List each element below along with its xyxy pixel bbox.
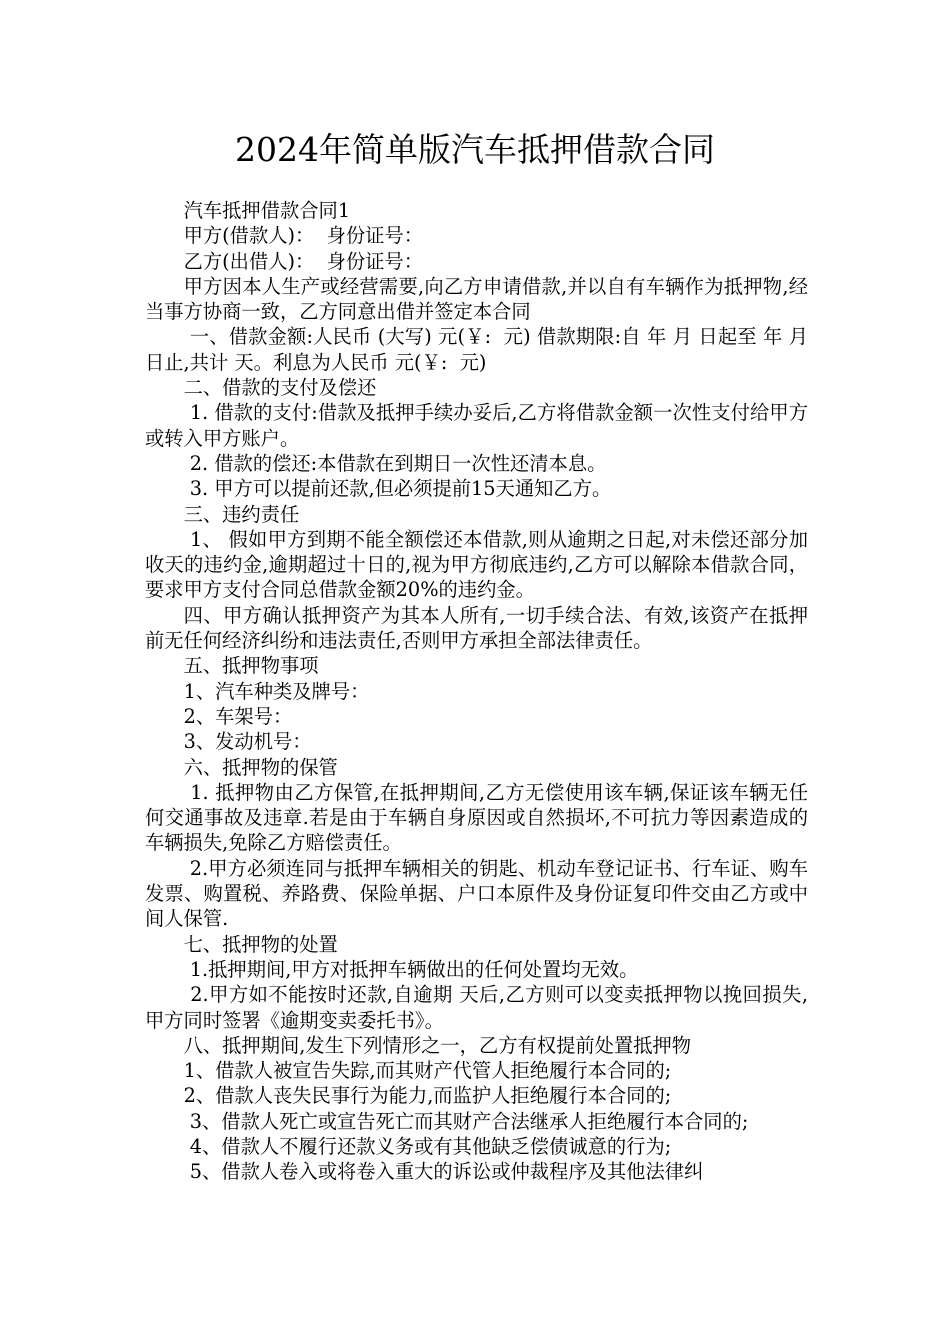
document-body <box>145 198 815 1185</box>
paragraph: 2.甲方如不能按时还款,自逾期 天后,乙方则可以变卖抵押物以挽回损失,甲方同时签署《逾期变卖委托书》。 <box>145 983 808 1032</box>
paragraph: 3、发动机号： <box>183 730 312 754</box>
paragraph: 1. 借款的支付:借款及抵押手续办妥后,乙方将借款金额一次性支付给甲方或转入甲方账户。 <box>145 401 808 450</box>
paragraph: 汽车抵押借款合同1 <box>183 199 351 222</box>
paragraph: 2.甲方必须连同与抵押车辆相关的钥匙、机动车登记证书、行车证、购车发票、购置税、养路费、保险单据、户口本原件及身份证复印件交由乙方或中间人保管. <box>145 856 808 931</box>
paragraph: 二、借款的支付及偿还 <box>183 376 377 400</box>
paragraph: 5、借款人卷入或将卷入重大的诉讼或仲裁程序及其他法律纠 <box>183 1160 704 1184</box>
paragraph: 1、汽车种类及牌号： <box>183 679 370 703</box>
paragraph: 1、 假如甲方到期不能全额偿还本借款,则从逾期之日起,对未偿还部分加收天的违约金,逾期超过十日的,视为甲方彻底违约,乙方可以解除本借款合同，要求甲方支付合同总借款金额20%的违约金。 <box>145 527 808 602</box>
paragraph: 2、借款人丧失民事行为能力,而监护人拒绝履行本合同的; <box>183 1084 672 1108</box>
document-title: 2024年简单版汽车抵押借款合同 <box>235 130 715 169</box>
paragraph: 3、借款人死亡或宣告死亡而其财产合法继承人拒绝履行本合同的; <box>183 1109 749 1133</box>
paragraph: 六、抵押物的保管 <box>183 755 338 779</box>
paragraph: 七、抵押物的处置 <box>183 932 338 956</box>
paragraph: 乙方(出借人)： 身份证号： <box>183 249 423 273</box>
paragraph: 1、借款人被宣告失踪,而其财产代管人拒绝履行本合同的; <box>183 1059 672 1083</box>
paragraph: 四、甲方确认抵押资产为其本人所有,一切手续合法、有效,该资产在抵押前无任何经济纠纷和违法责任,否则甲方承担全部法律责任。 <box>145 603 808 653</box>
paragraph: 1.抵押期间,甲方对抵押车辆做出的任何处置均无效。 <box>183 957 639 981</box>
paragraph: 甲方(借款人)： 身份证号： <box>183 224 423 248</box>
paragraph: 2、车架号： <box>183 704 293 728</box>
paragraph: 五、抵押物事项 <box>183 654 319 678</box>
paragraph: 三、违约责任 <box>183 502 300 526</box>
paragraph: 一、借款金额:人民币 (大写) 元(￥: 元) 借款期限:自 年 月 日起至 年 月 日止,共计 天。利息为人民币 元(￥: 元) <box>145 325 815 374</box>
paragraph: 八、抵押期间,发生下列情形之一，乙方有权提前处置抵押物 <box>183 1033 692 1057</box>
paragraph: 1. 抵押物由乙方保管,在抵押期间,乙方无偿使用该车辆,保证该车辆无任何交通事故及违章.若是由于车辆自身原因或自然损坏,不可抗力等因素造成的车辆损失,免除乙方赔偿责任。 <box>145 780 808 855</box>
paragraph: 3. 甲方可以提前还款,但必须提前15天通知乙方。 <box>183 477 612 501</box>
paragraph: 2. 借款的偿还:本借款在到期日一次性还清本息。 <box>183 451 607 475</box>
paragraph: 4、借款人不履行还款义务或有其他缺乏偿债诚意的行为; <box>183 1134 672 1158</box>
paragraph: 甲方因本人生产或经营需要,向乙方申请借款,并以自有车辆作为抵押物,经当事方协商一致，乙方同意出借并签定本合同 <box>145 274 808 324</box>
